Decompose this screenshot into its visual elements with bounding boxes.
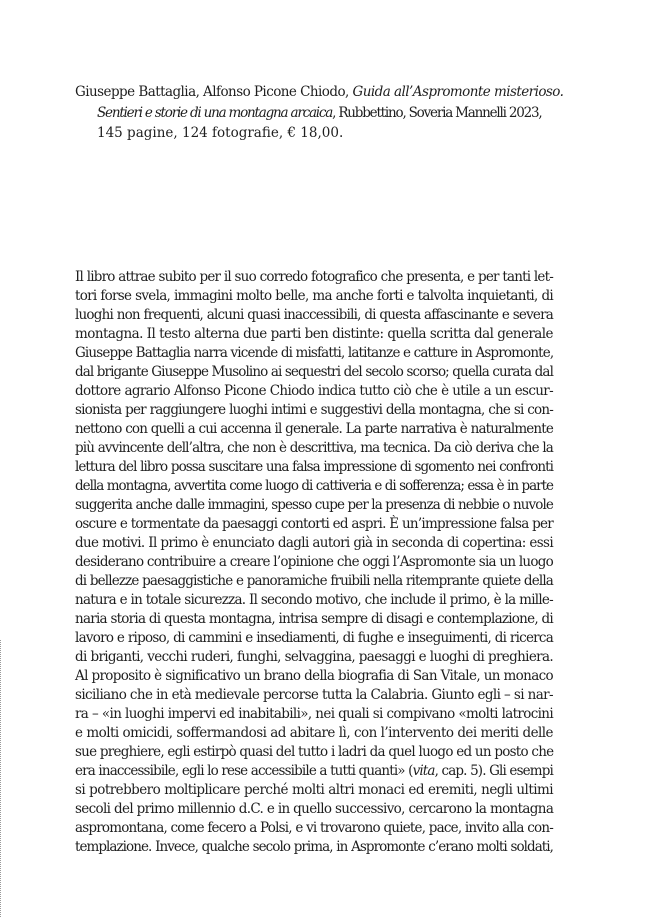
body-line: luoghi non frequenti, alcuni quasi inaccessibili, di questa affascinante e severa bbox=[75, 307, 553, 323]
body-line: naria storia di questa montagna, intrisa sempre di disagi e contemplazione, di bbox=[75, 611, 553, 627]
body-line: secoli del primo millennio d.C. e in quello successivo, cercarono la montagna bbox=[75, 801, 554, 817]
body-line: lavoro e riposo, di cammini e insediamenti, di fughe e inseguimenti, di ricerca bbox=[75, 630, 553, 646]
body-line: di briganti, vecchi ruderi, funghi, selvaggina, paesaggi e luoghi di preghiera. bbox=[75, 649, 553, 665]
body-line: dal brigante Giuseppe Musolino ai sequestri del secolo scorso; quella curata dal bbox=[75, 364, 553, 380]
body-line: natura e in totale sicurezza. Il secondo motivo, che include il primo, è la mille- bbox=[75, 592, 553, 608]
citation-authors: Giuseppe Battaglia, Alfonso Picone Chiodo, bbox=[75, 84, 353, 100]
body-line: aspromontana, come fecero a Polsi, e vi trovarono quiete, pace, invito alla con- bbox=[75, 820, 553, 836]
body-line: due motivi. Il primo è enunciato dagli autori già in seconda di copertina: essi bbox=[75, 535, 553, 551]
body-line: montagna. Il testo alterna due parti ben distinte: quella scritta dal generale bbox=[75, 326, 553, 342]
review-body bbox=[75, 268, 553, 857]
citation-subtitle: Sentieri e storie di una montagna arcaica bbox=[97, 104, 333, 121]
body-line: ra – «in luoghi impervi ed inabitabili», nei quali si compivano «molti latrocini bbox=[75, 706, 553, 722]
body-line: lettura del libro possa suscitare una falsa impressione di sgomento nei confronti bbox=[75, 459, 553, 475]
body-line-with-italic bbox=[75, 762, 553, 781]
book-citation bbox=[75, 82, 565, 144]
page-edge-dotted-border bbox=[0, 640, 3, 917]
citation-line-1 bbox=[75, 82, 565, 103]
body-italic-word: vita bbox=[412, 763, 435, 779]
body-line-tail: , cap. 5). Gli esempi bbox=[434, 763, 553, 779]
citation-publisher: , Rubbettino, Soveria Mannelli 2023, bbox=[332, 104, 542, 121]
body-line: siciliano che in età medievale percorse tutta la Calabria. Giunto egli – si nar- bbox=[75, 687, 553, 703]
body-line: sue preghiere, egli estirpò quasi del tutto i ladri da quel luogo ed un posto che bbox=[75, 744, 554, 760]
body-line: Il libro attrae subito per il suo corredo fotografico che presenta, e per tanti let- bbox=[75, 269, 553, 285]
body-line: sionista per raggiungere luoghi intimi e suggestivi della montagna, che si con- bbox=[75, 402, 553, 418]
body-line: si potrebbero moltiplicare perché molti altri monaci ed eremiti, negli ultimi bbox=[75, 782, 553, 798]
citation-line-2 bbox=[75, 103, 565, 124]
body-line: desiderano contribuire a creare l’opinione che oggi l’Aspromonte sia un luogo bbox=[75, 554, 553, 570]
body-line: più avvincente dell’altra, che non è descrittiva, ma tecnica. Da ciò deriva che la bbox=[75, 440, 553, 456]
body-line: e molti omicidi, soffermandosi ad abitare lì, con l’intervento dei meriti delle bbox=[75, 725, 553, 741]
body-line: tori forse svela, immagini molto belle, ma anche forti e talvolta inquietanti, di bbox=[75, 288, 553, 304]
citation-title: Guida all’Aspromonte misterioso. bbox=[352, 84, 564, 100]
body-line: suggerita anche dalle immagini, spesso cupe per la presenza di nebbie o nuvole bbox=[75, 497, 553, 513]
body-line: Giuseppe Battaglia narra vicende di misfatti, latitanze e catture in Aspromonte, bbox=[75, 345, 554, 361]
body-line: Al proposito è significativo un brano della biografia di San Vitale, un monaco bbox=[75, 668, 553, 684]
body-line: della montagna, avvertita come luogo di cattiveria e di sofferenza; essa è in parte bbox=[75, 478, 553, 494]
body-line: dottore agrario Alfonso Picone Chiodo indica tutto ciò che è utile a un escur- bbox=[75, 383, 553, 399]
body-line: oscure e tormentate da paesaggi contorti ed aspri. È un’impressione falsa per bbox=[75, 516, 553, 532]
body-line: nettono con quelli a cui accenna il generale. La parte narrativa è naturalmente bbox=[75, 421, 553, 437]
body-line: di bellezze paesaggistiche e panoramiche fruibili nella ritemprante quiete della bbox=[75, 573, 553, 589]
body-line-head: era inaccessibile, egli lo rese accessibile a tutti quanti» ( bbox=[75, 763, 413, 779]
citation-line-3: 145 pagine, 124 fotografie, € 18,00. bbox=[97, 125, 344, 141]
body-line: templazione. Invece, qualche secolo prima, in Aspromonte c’erano molti soldati, bbox=[75, 839, 553, 855]
